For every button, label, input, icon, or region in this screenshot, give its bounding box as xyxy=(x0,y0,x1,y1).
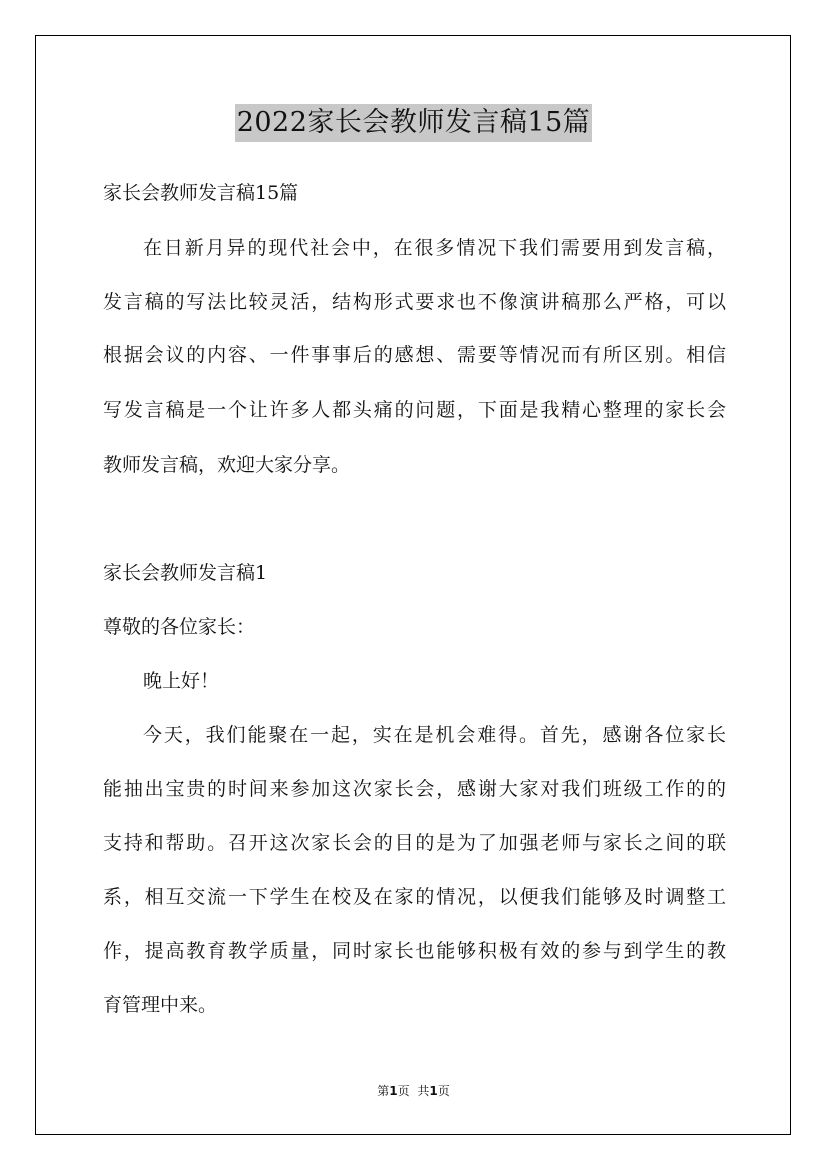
body-line: 支持和帮助。召开这次家长会的目的是为了加强老师与家长之间的联 xyxy=(103,832,726,854)
total-pages: 1 xyxy=(429,1084,438,1098)
total-suffix: 页 xyxy=(437,1084,450,1098)
salutation: 尊敬的各位家长： xyxy=(103,616,256,638)
title-container xyxy=(0,104,827,142)
page-suffix: 页 xyxy=(397,1084,410,1098)
body-line: 作，提高教育教学质量，同时家长也能够积极有效的参与到学生的教 xyxy=(103,940,726,962)
intro-line: 在日新月异的现代社会中，在很多情况下我们需要用到发言稿， xyxy=(143,237,726,259)
body-line: 系，相互交流一下学生在校及在家的情况，以便我们能够及时调整工 xyxy=(103,886,726,908)
body-line: 育管理中来。 xyxy=(103,994,218,1016)
section-heading: 家长会教师发言稿1 xyxy=(103,562,268,584)
intro-line: 写发言稿是一个让许多人都头痛的问题，下面是我精心整理的家长会 xyxy=(103,399,726,421)
document-subtitle: 家长会教师发言稿15篇 xyxy=(103,182,299,204)
intro-line: 根据会议的内容、一件事事后的感想、需要等情况而有所区别。相信 xyxy=(103,344,726,366)
page-prefix: 第 xyxy=(377,1084,390,1098)
page-footer xyxy=(0,1083,827,1099)
body-line: 能抽出宝贵的时间来参加这次家长会，感谢大家对我们班级工作的的 xyxy=(103,778,726,800)
total-prefix: 共 xyxy=(417,1084,430,1098)
intro-line: 发言稿的写法比较灵活，结构形式要求也不像演讲稿那么严格，可以 xyxy=(103,291,726,313)
intro-line: 教师发言稿，欢迎大家分享。 xyxy=(103,454,351,476)
document-title: 2022家长会教师发言稿15篇 xyxy=(235,104,593,142)
page-number: 1 xyxy=(389,1084,398,1098)
body-line: 今天，我们能聚在一起，实在是机会难得。首先，感谢各位家长 xyxy=(143,724,726,746)
greeting: 晚上好！ xyxy=(143,670,220,692)
